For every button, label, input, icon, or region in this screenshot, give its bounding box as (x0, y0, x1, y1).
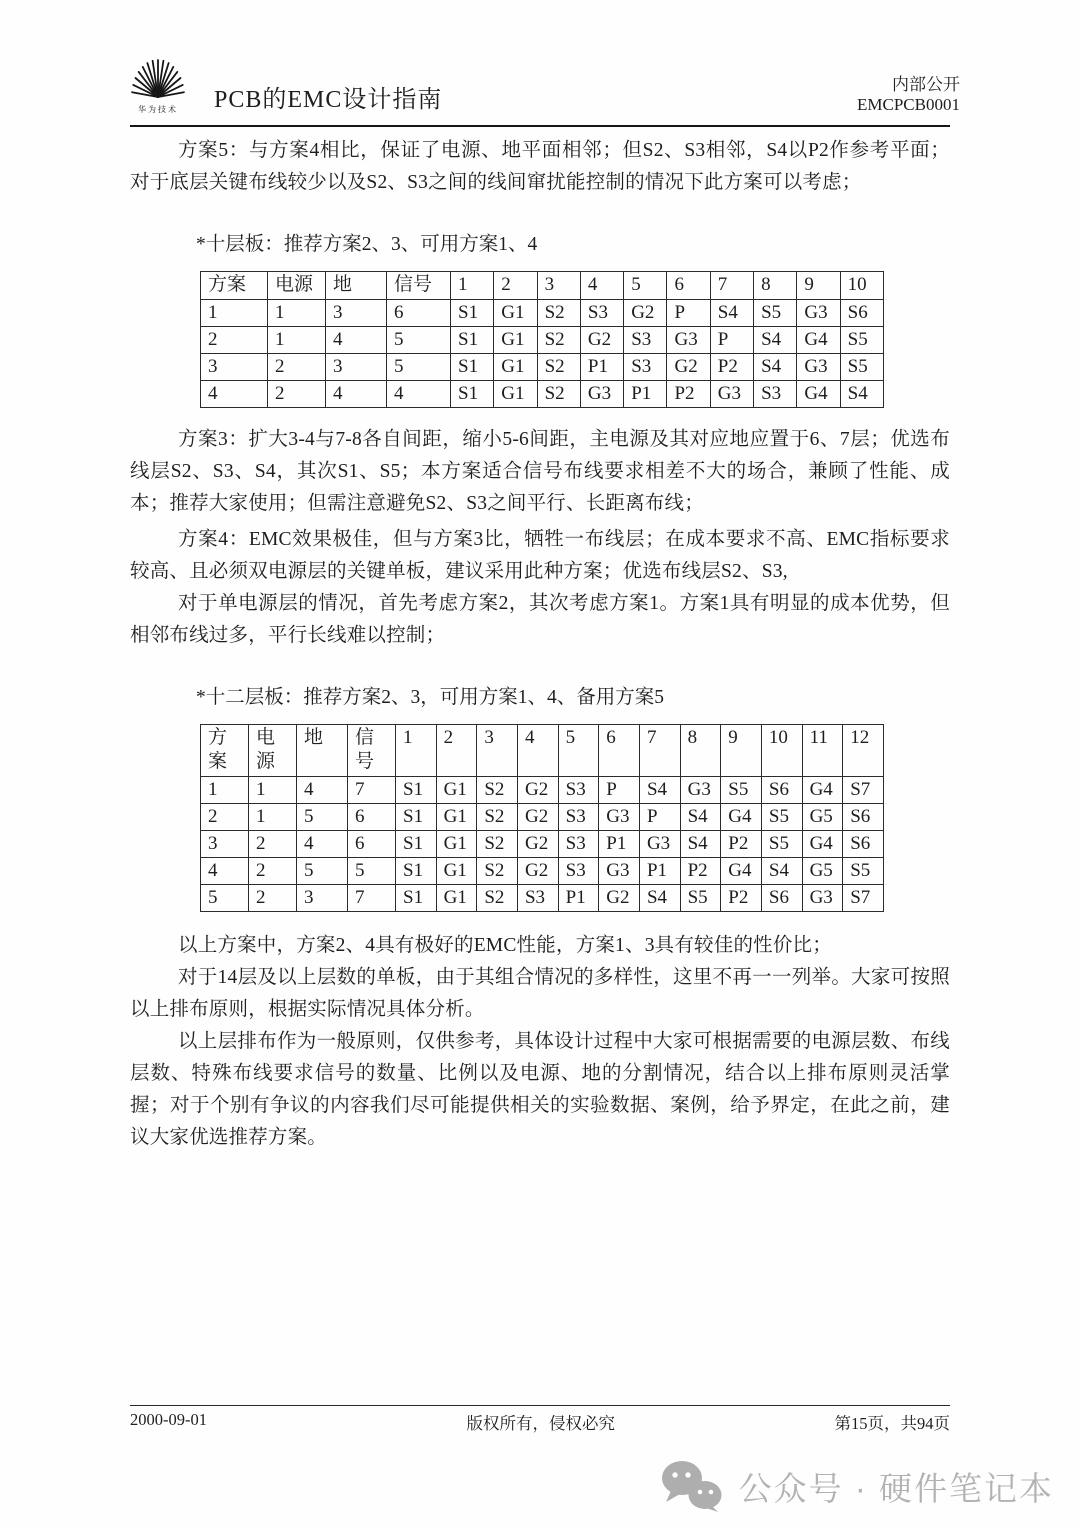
table-cell: 4 (201, 381, 268, 408)
column-header: 3 (477, 725, 518, 777)
column-header: 电源 (268, 272, 326, 300)
table-cell: 2 (249, 885, 297, 912)
table-header-row (201, 272, 884, 300)
table-row (201, 327, 884, 354)
table-cell: S3 (624, 354, 667, 381)
table-cell: 4 (297, 831, 348, 858)
table-cell: S5 (680, 885, 721, 912)
table-cell: S6 (843, 804, 884, 831)
wechat-icon (661, 1460, 723, 1512)
column-header: 1 (396, 725, 437, 777)
table-cell: S5 (761, 804, 802, 831)
table-cell: G5 (802, 858, 843, 885)
table-cell: S2 (537, 381, 580, 408)
page-footer (130, 1405, 950, 1434)
table-row (201, 831, 884, 858)
table-cell: G4 (802, 831, 843, 858)
table-cell: G1 (494, 354, 537, 381)
table-cell: S2 (537, 327, 580, 354)
table-cell: G1 (494, 381, 537, 408)
table-cell: G2 (517, 831, 558, 858)
table-cell: S5 (754, 300, 797, 327)
table-cell: S1 (451, 327, 494, 354)
table-cell: S1 (451, 381, 494, 408)
table-cell: 2 (201, 327, 268, 354)
table-cell: G2 (599, 885, 640, 912)
table-cell: G2 (517, 777, 558, 804)
table-cell: G5 (802, 804, 843, 831)
table-cell: G4 (802, 777, 843, 804)
table-cell: 6 (348, 804, 396, 831)
classification-label: 内部公开 (892, 75, 960, 94)
table-cell: S7 (843, 885, 884, 912)
table-cell: G1 (436, 777, 477, 804)
table-row (201, 804, 884, 831)
table-cell: G1 (436, 831, 477, 858)
table-cell: S1 (396, 804, 437, 831)
table-cell: 3 (326, 354, 387, 381)
paragraph-scheme3: 方案3：扩大3-4与7-8各自间距，缩小5-6间距，主电源及其对应地应置于6、7层；优选布线层S2、S3、S4，其次S1、S5；本方案适合信号布线要求相差不大的场合，兼顾了性能、成本；推荐大家使用；但需注意避免S2、S3之间平行、长距离布线； (130, 429, 950, 514)
table-cell: G1 (494, 327, 537, 354)
document-number: EMCPCB0001 (857, 95, 960, 114)
table-row (201, 777, 884, 804)
table-cell: 3 (297, 885, 348, 912)
ten-layer-heading: *十层板：推荐方案2、3、可用方案1、4 (196, 234, 538, 255)
table-cell: G4 (721, 858, 762, 885)
table-cell: S3 (558, 777, 599, 804)
table-cell: P2 (721, 831, 762, 858)
watermark-text: 公众号 · 硬件笔记本 (738, 1469, 1054, 1507)
column-header: 3 (537, 272, 580, 300)
column-header: 1 (451, 272, 494, 300)
table-cell: 6 (387, 300, 451, 327)
table-cell: S1 (396, 858, 437, 885)
table-cell: S4 (680, 831, 721, 858)
table-cell: S5 (840, 327, 883, 354)
table-cell: P1 (558, 885, 599, 912)
table-cell: S5 (843, 858, 884, 885)
column-header: 5 (624, 272, 667, 300)
table-cell: S2 (477, 777, 518, 804)
table-cell: 1 (268, 300, 326, 327)
table-cell: G3 (667, 327, 710, 354)
document-title: PCB的EMC设计指南 (214, 87, 443, 113)
column-header: 8 (680, 725, 721, 777)
paragraph-scheme5: 方案5：与方案4相比，保证了电源、地平面相邻；但S2、S3相邻，S4以P2作参考平面；对于底层关键布线较少以及S2、S3之间的线间窜扰能控制的情况下此方案可以考虑； (130, 140, 950, 193)
table-cell: S3 (580, 300, 623, 327)
table-cell: P (667, 300, 710, 327)
column-header: 地 (297, 725, 348, 777)
twelve-layer-table (200, 724, 884, 912)
paragraph-scheme4: 方案4：EMC效果极佳，但与方案3比，牺牲一布线层；在成本要求不高、EMC指标要求较高、且必须双电源层的关键单板，建议采用此种方案；优选布线层S2、S3, (130, 529, 950, 582)
table-cell: G4 (797, 381, 840, 408)
table-cell: S4 (639, 885, 680, 912)
column-header: 信号 (348, 725, 396, 777)
table-cell: S2 (477, 831, 518, 858)
table-cell: G3 (802, 885, 843, 912)
table-cell: 2 (249, 831, 297, 858)
table-cell: 1 (249, 777, 297, 804)
table-cell: G3 (639, 831, 680, 858)
table-cell: S5 (761, 831, 802, 858)
table-cell: S7 (843, 777, 884, 804)
paragraph-general-principle: 以上层排布作为一般原则，仅供参考，具体设计过程中大家可根据需要的电源层数、布线层数、特殊布线要求信号的数量、比例以及电源、地的分割情况，结合以上排布原则灵活掌握；对于个别有争议的内容我们尽可能提供相关的实验数据、案例，给予界定，在此之前，建议大家优选推荐方案。 (130, 1031, 950, 1148)
table-cell: 2 (249, 858, 297, 885)
column-header: 11 (802, 725, 843, 777)
table-cell: 4 (326, 381, 387, 408)
table-cell: S3 (624, 327, 667, 354)
company-logo (130, 56, 186, 115)
table-cell: G4 (797, 327, 840, 354)
column-header: 4 (580, 272, 623, 300)
column-header: 地 (326, 272, 387, 300)
table-cell: P (710, 327, 753, 354)
table-row (201, 885, 884, 912)
table-cell: 4 (201, 858, 249, 885)
paragraph-single-power: 对于单电源层的情况，首先考虑方案2，其次考虑方案1。方案1具有明显的成本优势，但相邻布线过多，平行长线难以控制； (130, 593, 950, 646)
table-cell: 4 (387, 381, 451, 408)
table-row (201, 354, 884, 381)
table-cell: P1 (624, 381, 667, 408)
table-cell: S5 (721, 777, 762, 804)
table-row (201, 381, 884, 408)
table-cell: G3 (599, 804, 640, 831)
fan-logo-icon (131, 56, 185, 98)
table-cell: P2 (680, 858, 721, 885)
table-cell: S1 (451, 354, 494, 381)
table-cell: S5 (840, 354, 883, 381)
table-cell: 7 (348, 777, 396, 804)
logo-caption: 华为技术 (138, 105, 178, 114)
table-cell: S4 (840, 381, 883, 408)
table-cell: G3 (580, 381, 623, 408)
column-header: 9 (797, 272, 840, 300)
table-header-row (201, 725, 884, 777)
table-cell: S6 (761, 777, 802, 804)
table-cell: S4 (710, 300, 753, 327)
table-cell: P2 (710, 354, 753, 381)
table-cell: S3 (558, 831, 599, 858)
table-cell: G3 (797, 300, 840, 327)
table-cell: S2 (477, 858, 518, 885)
column-header: 5 (558, 725, 599, 777)
table-cell: 4 (297, 777, 348, 804)
table-cell: 5 (201, 885, 249, 912)
column-header: 电源 (249, 725, 297, 777)
table-cell: G3 (599, 858, 640, 885)
table-cell: S2 (537, 354, 580, 381)
table-cell: G1 (436, 858, 477, 885)
table-cell: 6 (348, 831, 396, 858)
table-cell: 3 (326, 300, 387, 327)
table-row (201, 300, 884, 327)
wechat-watermark (661, 1460, 1054, 1512)
header-divider (130, 125, 950, 127)
table-cell: G2 (517, 804, 558, 831)
table-cell: P2 (667, 381, 710, 408)
table-cell: 5 (387, 327, 451, 354)
table-cell: G4 (721, 804, 762, 831)
table-cell: G3 (710, 381, 753, 408)
column-header: 7 (639, 725, 680, 777)
table-cell: S4 (639, 777, 680, 804)
table-cell: S3 (754, 381, 797, 408)
table-cell: S3 (558, 804, 599, 831)
table-cell: S3 (517, 885, 558, 912)
table-cell: 3 (201, 354, 268, 381)
table-cell: S1 (451, 300, 494, 327)
table-cell: G1 (494, 300, 537, 327)
column-header: 6 (599, 725, 640, 777)
table-cell: 1 (201, 300, 268, 327)
page-header (130, 56, 960, 115)
column-header: 12 (843, 725, 884, 777)
table-cell: 1 (268, 327, 326, 354)
column-header: 9 (721, 725, 762, 777)
column-header: 2 (436, 725, 477, 777)
table-cell: S1 (396, 777, 437, 804)
table-cell: P (599, 777, 640, 804)
table-cell: G3 (797, 354, 840, 381)
footer-date: 2000-09-01 (130, 1410, 207, 1429)
table-cell: 5 (348, 858, 396, 885)
table-cell: 1 (201, 777, 249, 804)
footer-page-number: 第15页，共94页 (834, 1414, 950, 1433)
table-cell: S6 (840, 300, 883, 327)
column-header: 方案 (201, 725, 249, 777)
table-cell: 7 (348, 885, 396, 912)
column-header: 6 (667, 272, 710, 300)
table-cell: G2 (517, 858, 558, 885)
table-cell: 2 (201, 804, 249, 831)
table-cell: S2 (537, 300, 580, 327)
table-cell: P2 (721, 885, 762, 912)
paragraph-14-layer: 对于14层及以上层数的单板，由于其组合情况的多样性，这里不再一一列举。大家可按照以上排布原则，根据实际情况具体分析。 (130, 967, 950, 1020)
table-cell: G1 (436, 804, 477, 831)
table-cell: S1 (396, 831, 437, 858)
table-cell: G3 (680, 777, 721, 804)
column-header: 2 (494, 272, 537, 300)
table-cell: P1 (639, 858, 680, 885)
column-header: 4 (517, 725, 558, 777)
paragraph-summary: 以上方案中，方案2、4具有极好的EMC性能，方案1、3具有较佳的性价比； (178, 935, 832, 956)
column-header: 10 (840, 272, 883, 300)
table-cell: S6 (843, 831, 884, 858)
table-cell: S2 (477, 885, 518, 912)
table-cell: 3 (201, 831, 249, 858)
footer-copyright: 版权所有，侵权必究 (466, 1414, 615, 1433)
column-header: 10 (761, 725, 802, 777)
table-cell: 2 (268, 354, 326, 381)
ten-layer-table (200, 271, 884, 408)
table-cell: G2 (580, 327, 623, 354)
table-cell: G2 (667, 354, 710, 381)
table-cell: S6 (761, 885, 802, 912)
table-cell: 4 (326, 327, 387, 354)
table-cell: P1 (599, 831, 640, 858)
table-cell: 2 (268, 381, 326, 408)
column-header: 7 (710, 272, 753, 300)
table-cell: S4 (761, 858, 802, 885)
column-header: 信号 (387, 272, 451, 300)
table-cell: P1 (580, 354, 623, 381)
table-row (201, 858, 884, 885)
twelve-layer-heading: *十二层板：推荐方案2、3，可用方案1、4、备用方案5 (196, 687, 665, 708)
table-cell: 1 (249, 804, 297, 831)
table-cell: S4 (680, 804, 721, 831)
table-cell: S4 (754, 327, 797, 354)
table-cell: P (639, 804, 680, 831)
table-cell: S2 (477, 804, 518, 831)
table-cell: 5 (297, 804, 348, 831)
table-cell: S1 (396, 885, 437, 912)
table-cell: 5 (297, 858, 348, 885)
column-header: 方案 (201, 272, 268, 300)
table-cell: G2 (624, 300, 667, 327)
table-cell: 5 (387, 354, 451, 381)
table-cell: S3 (558, 858, 599, 885)
table-cell: S4 (754, 354, 797, 381)
table-cell: G1 (436, 885, 477, 912)
column-header: 8 (754, 272, 797, 300)
